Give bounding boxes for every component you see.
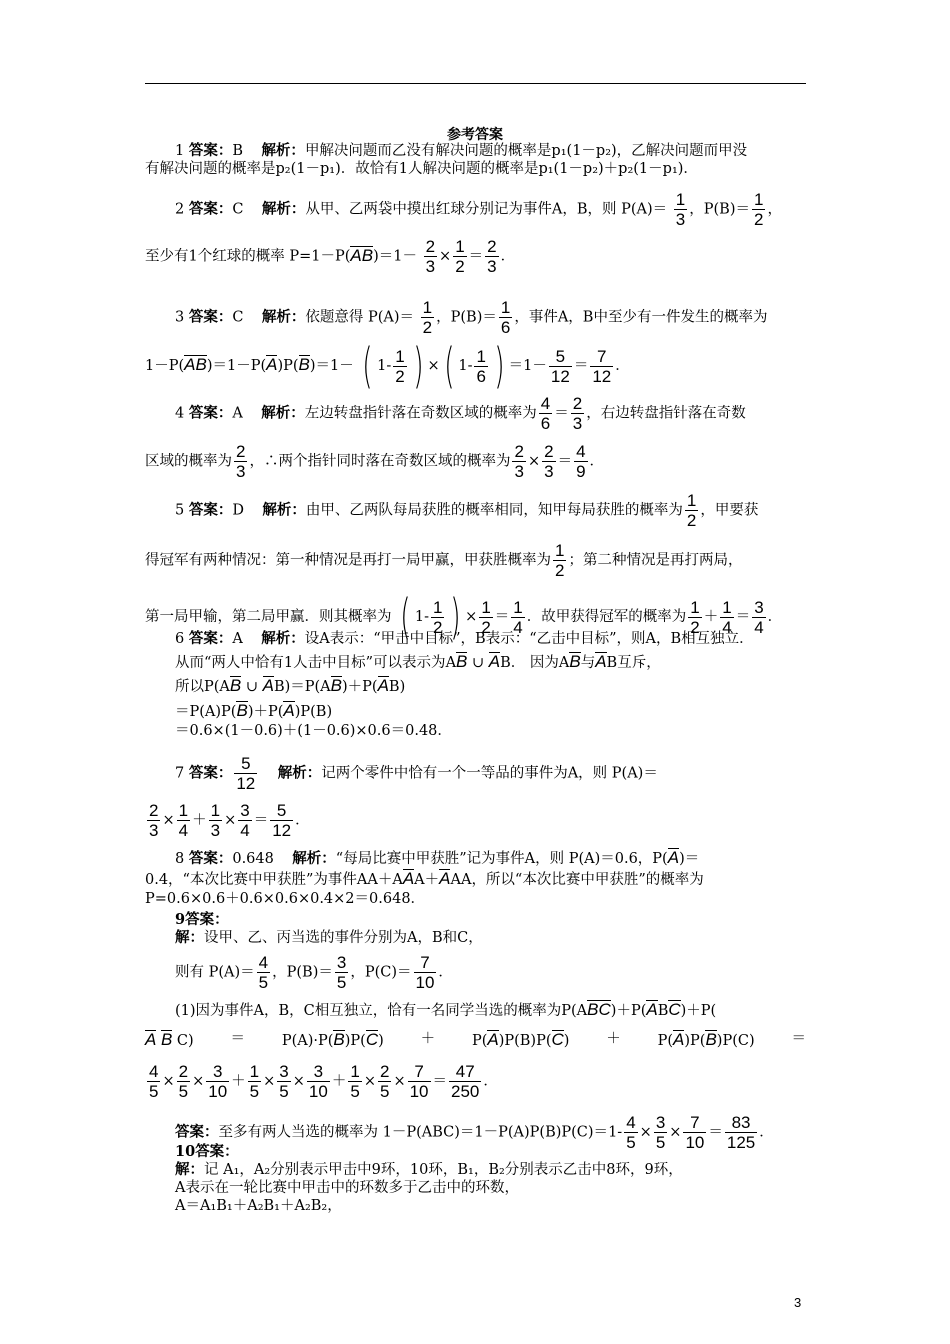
q3-text-2: ，事件A，B中至少有一件发生的概率为	[514, 309, 768, 326]
q8-text-1: “每局比赛中甲获胜”记为事件A，则 P(A)＝0.6，P(	[335, 851, 668, 867]
q8-text-3: 0.4，“本次比赛中甲获胜”为事件	[145, 872, 357, 888]
q9-line-head	[175, 911, 229, 929]
answer-label: 答案：	[195, 1143, 239, 1160]
fraction: $\frac{2}{3}$	[236, 442, 246, 481]
fraction: $\frac{7}{10}$	[409, 1062, 429, 1101]
q3-text-3: 1－P(	[145, 358, 185, 374]
fraction: $\frac{3}{4}$	[754, 597, 764, 637]
fraction: $\frac{7}{10}$	[685, 1113, 705, 1152]
complement-b: B	[298, 355, 310, 374]
answer-label: 答案：	[188, 404, 233, 422]
analysis-label: 解析：	[261, 308, 306, 326]
q1-line-1	[175, 142, 747, 160]
q6-line-1	[175, 630, 754, 648]
q7-line-2: $\frac{2}{3}$ × $\frac{1}{4}$ ＋ $\frac{1}{3}$ × $\frac{3}{4}$ ＝ $\frac{5}{12}$ ．	[149, 801, 310, 840]
q1-line-2: 有解决问题的概率是p₂(1－p₁)．故恰有1人解决问题的概率是p₁(1－p₂)＋p₂(1－p₁)．	[145, 161, 698, 177]
q5-text-2: ，甲要获	[700, 502, 759, 519]
fraction: $\frac{1}{2}$	[455, 237, 465, 276]
q2-text-3: )＝1－	[373, 248, 417, 265]
q3-line-1: 3 答案：C 解析：依题意得 P(A)＝ $\frac{1}{2}$ ，P(B)＝ $\frac{1}{6}$ ，事件A，B中至少有一件发生的概率为	[175, 298, 768, 337]
fraction: $\frac{5}{12}$	[550, 346, 570, 386]
paren-left: (	[400, 589, 411, 645]
q1-choice: B	[232, 143, 243, 159]
q2-text-1: 从甲、乙两袋中摸出红球分别记为事件A，B，则 P(A)＝	[305, 201, 668, 218]
analysis-label: 解析：	[277, 764, 322, 782]
fraction: $\frac{1}{2}$	[432, 597, 443, 637]
fraction: $\frac{47}{250}$	[451, 1062, 480, 1101]
fraction: $\frac{1}{5}$	[249, 1062, 260, 1101]
header-rule	[145, 83, 806, 84]
q9-line-3: (1)因为事件A，B，C相互独立，恰有一名同学当选的概率为P(ABC)＋P(ABC)＋P(	[175, 1000, 717, 1019]
q6-text-1: 设A表示：“甲击中目标”，B表示：“乙击中目标”，则A，B相互独立．	[304, 631, 754, 647]
q10-line-2: A表示在一轮比赛中甲击中的环数多于乙击中的环数，	[175, 1180, 519, 1196]
fraction: $\frac{1}{5}$	[350, 1062, 360, 1101]
fraction: $\frac{5}{12}$	[236, 754, 256, 793]
q6-number: 6	[175, 631, 185, 647]
q8-choice: 0.648	[232, 851, 274, 867]
q4-text-4: ，∴两个指针同时落在奇数区域的概率为	[249, 453, 511, 470]
q5-line-2	[145, 541, 742, 580]
q9-text-3: (1)因为事件A，B，C相互独立，恰有一名同学当选的概率为	[175, 1003, 562, 1019]
paren-left: (	[443, 338, 455, 394]
q8-number: 8	[175, 851, 185, 867]
q6-text-3: 因为	[529, 655, 559, 671]
q7-number: 7	[175, 765, 185, 782]
q4-text-2: ，右边转盘指针落在奇数	[586, 405, 746, 422]
q6-line-2: 从而“两人中恰有1人击中目标”可以表示为AB ∪ AB． 因为AB与AB互斥，	[175, 652, 661, 671]
fraction: $\frac{7}{12}$	[592, 346, 612, 386]
fraction: $\frac{4}{6}$	[540, 394, 551, 433]
q4-choice: A	[232, 405, 243, 422]
answer-label: 答案：	[188, 200, 233, 218]
q10-text-1: 记 A₁，A₂分别表示甲击中9环，10环，B₁，B₂分别表示乙击中8环，9环，	[204, 1162, 683, 1178]
q2-text-2: 至少有1个红球的概率 P=1－P(	[145, 248, 351, 265]
fraction: $\frac{2}{3}$	[425, 237, 436, 276]
analysis-label: 解析：	[261, 142, 305, 159]
solution-label: 解：	[175, 1161, 204, 1178]
fraction: $\frac{4}{5}$	[626, 1113, 636, 1152]
q9-line-6: 答案：至多有两人当选的概率为 1－P(ABC)＝1－P(A)P(B)P(C)＝1- $\frac{4}{5}$ × $\frac{3}{5}$ × $\frac{7}{10}$ ＝ $\frac{83}{125}$ ．	[175, 1113, 774, 1152]
q5-text-5: 第一局甲输，第二局甲赢．则其概率为	[145, 609, 392, 625]
q5-text-3: 得冠军有两种情况：第一种情况是再打一局甲赢，甲获胜概率为	[145, 552, 551, 569]
paren-right: )	[494, 338, 505, 394]
fraction: $\frac{1}{3}$	[210, 801, 221, 840]
fraction: $\frac{3}{5}$	[336, 953, 347, 992]
q6-line-4: ＝P(A)P(B)＋P(A)P(B)	[175, 701, 333, 720]
fraction: $\frac{1}{6}$	[500, 298, 511, 337]
q5-number: 5	[175, 502, 185, 519]
complement-ab: AB	[184, 355, 207, 374]
q9-text-2: 则有	[175, 964, 204, 981]
q8-text-4: ，所以“本次比赛中甲获胜”的概率为	[471, 872, 704, 888]
answer-label: 答案：	[188, 850, 233, 867]
paren-right: )	[412, 338, 424, 394]
q5-text-4: ；第二种情况是再打两局，	[568, 552, 743, 569]
q2-choice: C	[232, 201, 244, 218]
answer-label: 答案：	[185, 911, 229, 928]
fraction: $\frac{3}{10}$	[208, 1062, 228, 1101]
q4-line-1: 4 答案：A 解析：左边转盘指针落在奇数区域的概率为 $\frac{4}{6}$ ＝ $\frac{2}{3}$ ，右边转盘指针落在奇数	[175, 394, 746, 433]
fraction: $\frac{2}{3}$	[572, 394, 583, 433]
analysis-label: 解析：	[292, 850, 336, 867]
q1-text-1: 甲解决问题而乙没有解决问题的概率是p₁(1－p₂)，乙解决问题而甲没	[304, 143, 748, 159]
q9-number: 9	[175, 911, 186, 928]
analysis-label: 解析：	[261, 200, 306, 218]
q9-text-1: 设甲、乙、丙当选的事件分别为A，B和C，	[204, 930, 483, 946]
q1-number: 1	[175, 143, 185, 159]
fraction: $\frac{2}{5}$	[178, 1062, 189, 1101]
fraction: $\frac{5}{12}$	[272, 801, 292, 840]
fraction: $\frac{1}{2}$	[690, 597, 700, 637]
q5-text-1: 由甲、乙两队每局获胜的概率相同，知甲每局获胜的概率为	[305, 502, 683, 519]
fraction: $\frac{7}{10}$	[415, 953, 435, 992]
q3-text-1: 依题意得 P(A)＝	[305, 309, 415, 326]
q5-line-3: 第一局甲输，第二局甲赢．则其概率为 ( 1- $\frac{1}{2}$ ) × $\frac{1}{2}$ ＝ $\frac{1}{4}$ ．故甲获得冠军的概率为 $\frac{1}{2}$ ＋ $\frac{1}{4}$ ＝ $\frac{3}{4}$ ．	[145, 589, 783, 645]
fraction: $\frac{4}{9}$	[576, 442, 586, 481]
fraction: $\frac{1}{4}$	[178, 801, 189, 840]
q6-line-3: 所以P(AB ∪ AB)＝P(AB)＋P(AB)	[175, 676, 406, 695]
paren-left: (	[362, 338, 373, 394]
q10-number: 10	[175, 1143, 196, 1160]
page-number: 3	[794, 1295, 802, 1310]
q5-line-1	[175, 491, 758, 530]
q3-number: 3	[175, 309, 185, 326]
complement-ab: AB	[350, 245, 374, 265]
q8-line-3: P=0.6×0.6＋0.6×0.6×0.4×2＝0.648．	[145, 891, 426, 907]
fraction: $\frac{3}{10}$	[308, 1062, 328, 1101]
fraction: $\frac{1}{2}$	[422, 298, 433, 337]
q8-text-2: )＝	[679, 851, 700, 867]
q6-text-4: 互斥，	[617, 655, 661, 671]
q6-choice: A	[232, 631, 243, 647]
complement-a: A	[266, 355, 278, 374]
q4-number: 4	[175, 405, 185, 422]
answer-label: 答案：	[188, 764, 233, 782]
q4-text-1: 左边转盘指针落在奇数区域的概率为	[304, 405, 537, 422]
q10-line-1	[175, 1161, 683, 1179]
q4-text-3: 区域的概率为	[145, 453, 232, 470]
q3-line-2: 1－P(AB)＝1－P(A)P(B)＝1－ ( 1- $\frac{1}{2}$ ) ×( 1- $\frac{1}{6}$ ) ＝1－ $\frac{5}{12}$ ＝ $\frac{7}{12}$ ．	[145, 338, 630, 394]
q6-line-5: ＝0.6×(1－0.6)＋(1－0.6)×0.6＝0.48．	[175, 723, 452, 739]
q5-choice: D	[232, 502, 244, 519]
fraction: $\frac{1}{6}$	[476, 346, 486, 386]
q7-text-1: 记两个零件中恰有一个一等品的事件为A，则 P(A)＝	[321, 765, 658, 782]
fraction: $\frac{1}{2}$	[481, 597, 491, 637]
analysis-label: 解析：	[261, 404, 305, 422]
fraction: $\frac{1}{3}$	[675, 190, 686, 229]
fraction: $\frac{1}{4}$	[513, 597, 523, 637]
page-title: 参考答案	[447, 127, 503, 143]
fraction: $\frac{3}{4}$	[240, 801, 250, 840]
q6-text-2: 从而“两人中恰有1人击中目标”可以表示为	[175, 655, 446, 671]
q10-line-head	[175, 1143, 239, 1161]
q9-line-5: $\frac{4}{5}$ × $\frac{2}{5}$ × $\frac{3}{10}$ ＋ $\frac{1}{5}$ × $\frac{3}{5}$ × $\frac{3}{10}$ ＋ $\frac{1}{5}$ × $\frac{2}{5}$ × $\frac{7}{10}$ ＝ $\frac{47}{250}$ ．	[149, 1062, 498, 1101]
fraction: $\frac{2}{3}$	[149, 801, 159, 840]
fraction: $\frac{1}{2}$	[686, 491, 697, 530]
fraction: $\frac{1}{2}$	[395, 346, 405, 386]
answer-label: 答案：	[188, 501, 233, 519]
solution-label: 解：	[175, 929, 204, 946]
q2-line-2: 至少有1个红球的概率 P=1－P(AB)＝1－ $\frac{2}{3}$ × $\frac{1}{2}$ ＝ $\frac{2}{3}$ ．	[145, 237, 516, 276]
fraction: $\frac{1}{4}$	[722, 597, 732, 637]
q10-line-3: A＝A₁B₁＋A₂B₁＋A₂B₂，	[175, 1198, 342, 1214]
fraction: $\frac{2}{3}$	[544, 442, 554, 481]
fraction: $\frac{2}{5}$	[379, 1062, 390, 1101]
q6-text-5: 所以	[175, 679, 204, 695]
fraction: $\frac{2}{3}$	[487, 237, 497, 276]
fraction: $\frac{3}{5}$	[655, 1113, 666, 1152]
answer-label: 答案：	[188, 308, 233, 326]
q7-line-1	[175, 754, 658, 793]
q2-line-1: 2 答案：C 解析：从甲、乙两袋中摸出红球分别记为事件A，B，则 P(A)＝ $\frac{1}{3}$ ，P(B)＝ $\frac{1}{2}$ ，	[175, 190, 782, 229]
answer-label: 答案：	[188, 142, 233, 159]
fraction: $\frac{3}{5}$	[279, 1062, 289, 1101]
answer-label: 答案：	[175, 1123, 219, 1141]
analysis-label: 解析：	[262, 501, 306, 519]
answer-label: 答案：	[188, 630, 233, 647]
paren-right: )	[450, 589, 461, 645]
fraction: $\frac{2}{3}$	[514, 442, 524, 481]
q9-line-2: 则有 P(A)＝ $\frac{4}{5}$ ，P(B)＝ $\frac{3}{5}$ ，P(C)＝ $\frac{7}{10}$ ．	[175, 953, 453, 992]
q8-line-2: 0.4，“本次比赛中甲获胜”为事件AA＋AAA＋AAA，所以“本次比赛中甲获胜”的概率为	[145, 869, 704, 888]
q8-line-1: 8 答案：0.648 解析：“每局比赛中甲获胜”记为事件A，则 P(A)＝0.6，P(A)＝	[175, 848, 700, 867]
q4-line-2: 区域的概率为 $\frac{2}{3}$ ，∴两个指针同时落在奇数区域的概率为 $\frac{2}{3}$ × $\frac{2}{3}$ ＝ $\frac{4}{9}$ ．	[145, 442, 605, 481]
q5-text-6: ．故甲获得冠军的概率为	[526, 609, 687, 625]
q9-line-1	[175, 929, 483, 947]
fraction: $\frac{4}{5}$	[149, 1062, 159, 1101]
analysis-label: 解析：	[261, 630, 305, 647]
q2-number: 2	[175, 201, 185, 218]
fraction: $\frac{4}{5}$	[258, 953, 269, 992]
q3-choice: C	[232, 309, 244, 326]
fraction: $\frac{1}{2}$	[555, 541, 565, 580]
fraction: $\frac{1}{2}$	[753, 190, 764, 229]
q9-text-4: 至多有两人当选的概率为 1－P(ABC)＝1－P(A)P(B)P(C)＝	[218, 1124, 609, 1141]
q9-line-4: A B C) ＝ P(A)·P(B)P(C) ＋ P(A)P(B)P(C) ＋ P(A)P(B)P(C) ＝	[145, 1030, 806, 1049]
fraction: $\frac{83}{125}$	[726, 1113, 756, 1152]
